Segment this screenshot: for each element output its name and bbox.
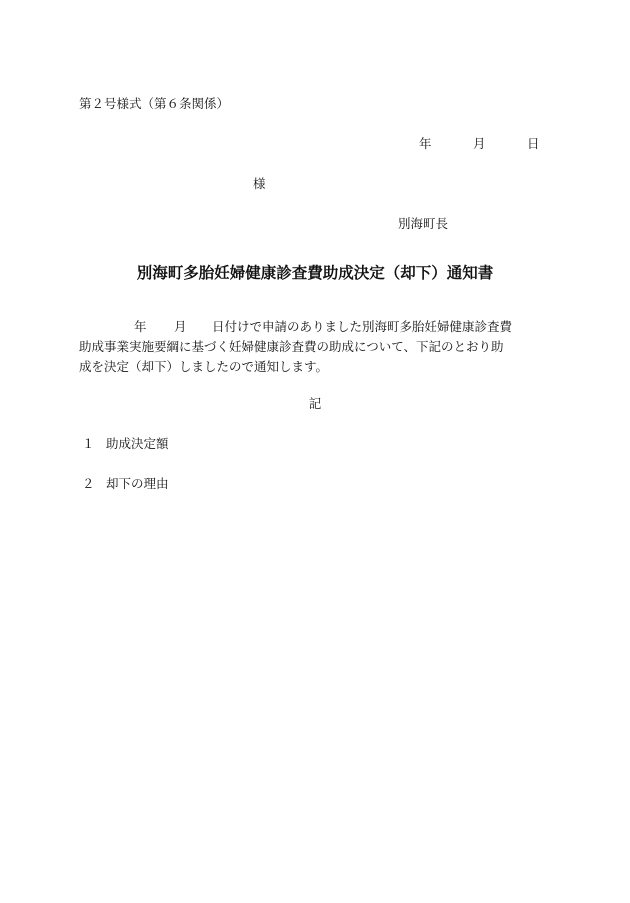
body-line-1-text: 日付けで申請のありました別海町多胎妊婦健康診査費 [212, 319, 513, 334]
date-year-label: 年 [419, 136, 432, 151]
item-label-grant-amount: 助成決定額 [106, 436, 169, 451]
body-line-2: 助成事業実施要綱に基づく妊婦健康診査費の助成について、下記のとおり助 [79, 339, 504, 354]
body-paragraph [79, 317, 549, 377]
form-number: 第２号様式（第６条関係） [79, 96, 230, 111]
addressee-suffix: 様 [253, 176, 266, 191]
body-line-3: 成を決定（却下）しましたので通知します。 [79, 359, 329, 374]
body-year-label: 年 [134, 319, 147, 334]
issuer: 別海町長 [398, 216, 449, 231]
ki-heading: 記 [308, 396, 322, 411]
document-title: 別海町多胎妊婦健康診査費助成決定（却下）通知書 [136, 263, 494, 282]
item-number: ２ [82, 476, 95, 491]
item-number: １ [82, 436, 95, 451]
body-month-label: 月 [174, 319, 187, 334]
item-label-rejection-reason: 却下の理由 [106, 476, 169, 491]
date-day-label: 日 [527, 136, 540, 151]
date-month-label: 月 [473, 136, 486, 151]
body-line-1 [79, 317, 549, 337]
